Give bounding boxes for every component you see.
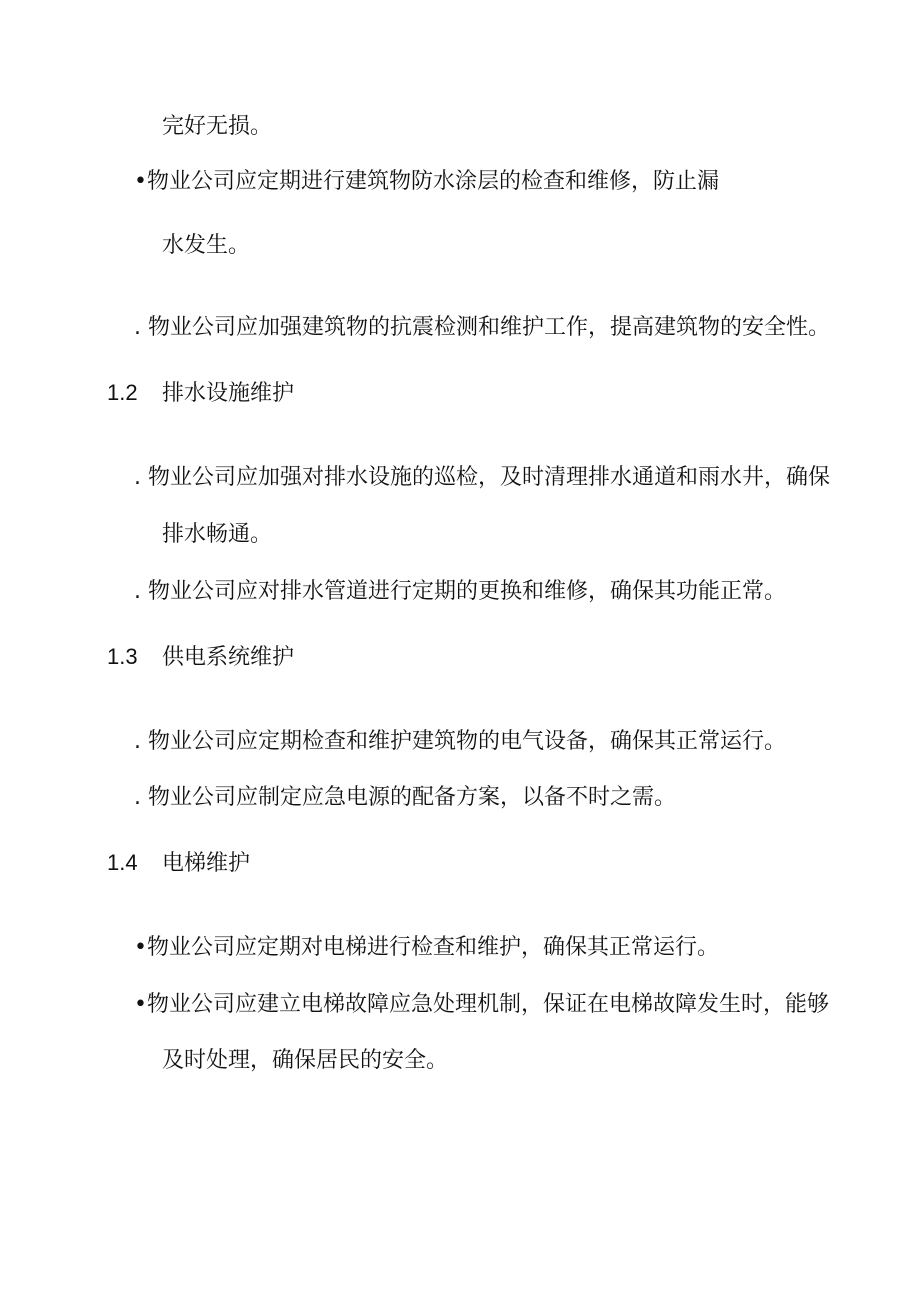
paragraph-line: 水发生。: [162, 233, 251, 258]
bullet-line: •物业公司应定期进行建筑物防水涂层的检查和维修，防止漏: [134, 169, 719, 194]
section-heading-1-2: [107, 378, 294, 409]
bullet-line: . 物业公司应加强建筑物的抗震检测和维护工作，提高建筑物的安全性。: [134, 315, 830, 340]
paragraph-line: 完好无损。: [162, 114, 273, 139]
bullet-line: . 物业公司应制定应急电源的配备方案，以备不时之需。: [134, 785, 676, 810]
section-heading-1-4: [107, 848, 250, 879]
bullet-line: . 物业公司应对排水管道进行定期的更换和维修，确保其功能正常。: [134, 579, 786, 604]
section-title: 供电系统维护: [162, 645, 295, 670]
section-number: 1.2: [107, 380, 138, 405]
paragraph-line: 排水畅通。: [162, 522, 273, 547]
section-title: 电梯维护: [162, 851, 251, 876]
section-heading-1-3: [107, 642, 294, 673]
section-number: 1.4: [107, 850, 138, 875]
bullet-line: . 物业公司应加强对排水设施的巡检，及时清理排水通道和雨水井，确保: [134, 465, 830, 490]
section-title: 排水设施维护: [162, 381, 295, 406]
bullet-line: •物业公司应建立电梯故障应急处理机制，保证在电梯故障发生时，能够: [134, 992, 829, 1017]
bullet-line: . 物业公司应定期检查和维护建筑物的电气设备，确保其正常运行。: [134, 729, 786, 754]
bullet-line: •物业公司应定期对电梯进行检查和维护，确保其正常运行。: [134, 935, 719, 960]
section-number: 1.3: [107, 644, 138, 669]
paragraph-line: 及时处理，确保居民的安全。: [162, 1048, 449, 1073]
